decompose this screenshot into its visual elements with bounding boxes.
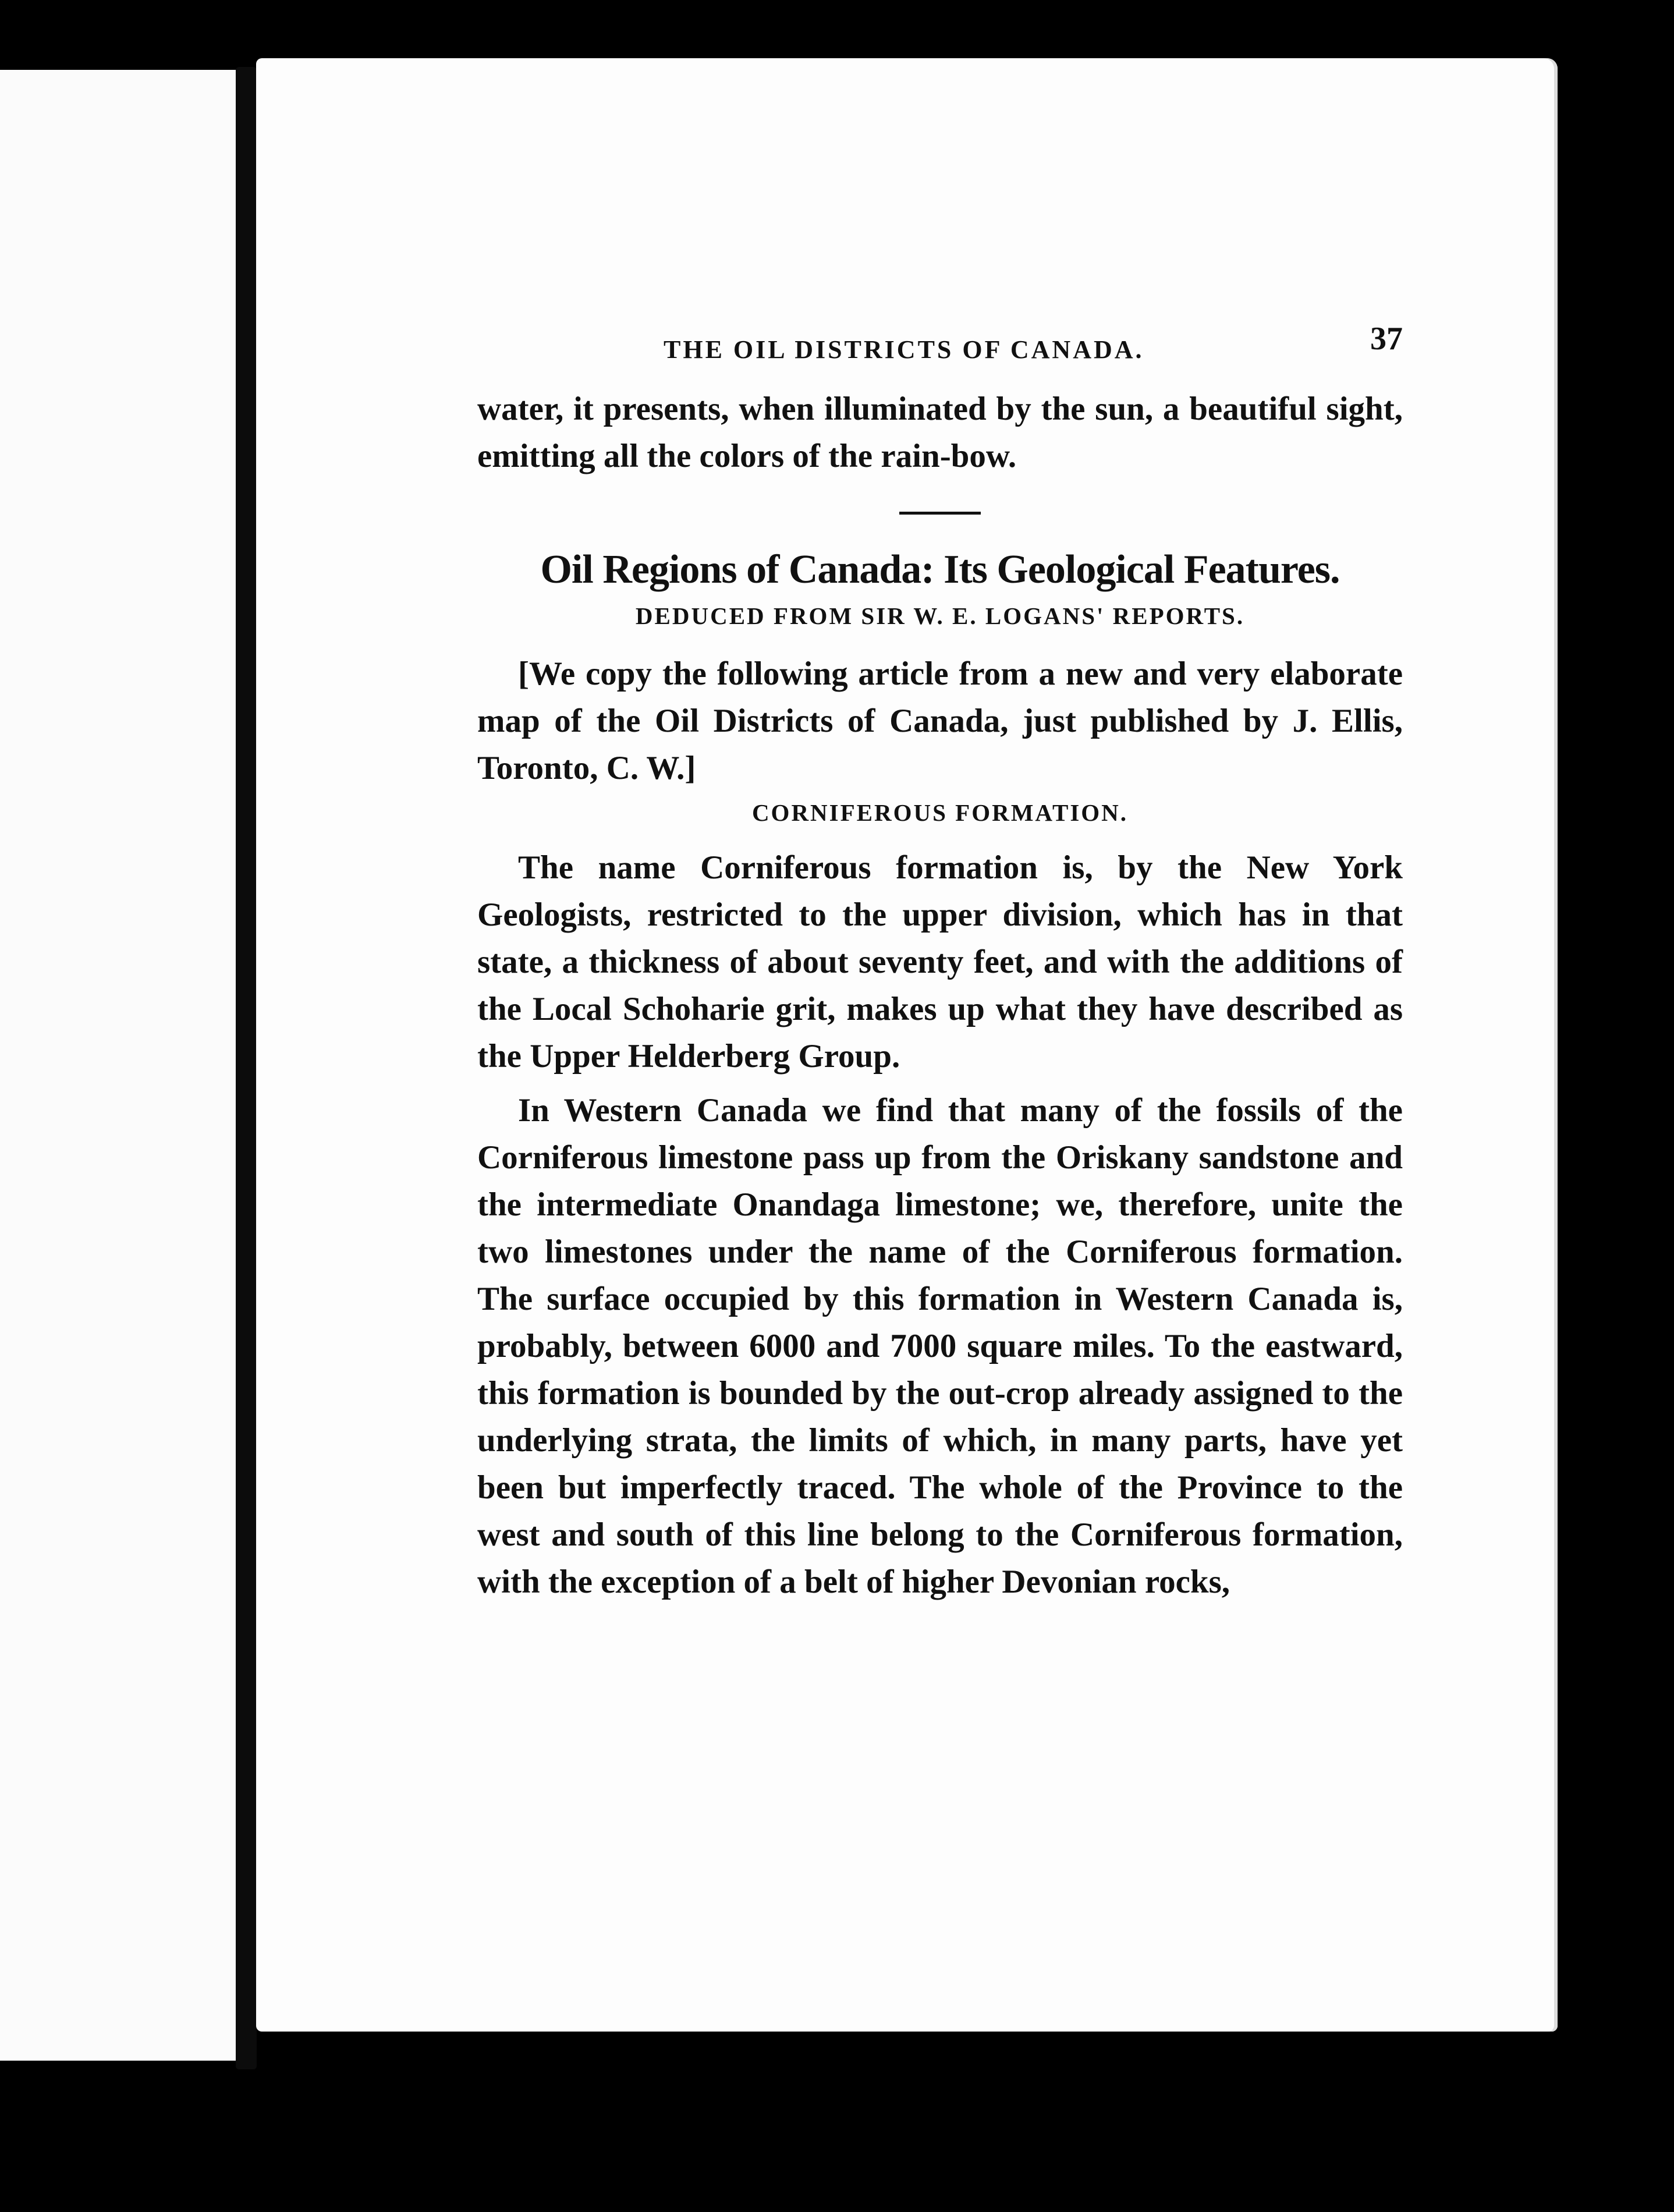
article-heading: Oil Regions of Canada: Its Geological Features. <box>540 547 1340 592</box>
book-binding <box>236 67 257 2069</box>
left-page-edge <box>0 70 250 2061</box>
section-title: CORNIFEROUS FORMATION. <box>751 799 1129 826</box>
running-head <box>477 320 1403 373</box>
running-title: THE OIL DISTRICTS OF CANADA. <box>664 335 1144 364</box>
page-number: 37 <box>1370 321 1403 357</box>
paragraph-1: The name Corniferous formation is, by the New York Geologists, restricted to the upper division, which has in that state, a thickness of about seventy feet, and with the additions of the Local Schoharie grit, makes up what they have described as the Upper Helderberg Group. <box>477 849 1403 1075</box>
section-rule <box>899 512 981 515</box>
editorial-note: [We copy the following article from a new and very elaborate map of the Oil Districts of Canada, just published by J. Ellis, Toronto, C. W.] <box>477 655 1403 786</box>
paragraph-2: In Western Canada we find that many of the fossils of the Corniferous limestone pass up from the Oriskany sandstone and the intermediate Onandaga limestone; we, therefore, unite the two limestones under the name of the Corniferous formation. The surface occupied by this formation in Western Canada is, probably, between 6000 and 7000 square miles. To the eastward, this formation is bounded by the out-crop already assigned to the underlying strata, the limits of which, in many parts, have yet been but imperfectly traced. The whole of the Province to the west and south of this line belong to the Corniferous formation, with the exception of a belt of higher Devonian rocks, <box>477 1092 1403 1600</box>
continuation-paragraph: water, it presents, when illuminated by the sun, a beautiful sight, emitting all the colors of the rain-bow. <box>477 391 1403 474</box>
text-block <box>477 320 1403 1612</box>
article-subheading: DEDUCED FROM SIR W. E. LOGANS' REPORTS. <box>635 602 1245 629</box>
book-page <box>256 58 1558 2032</box>
